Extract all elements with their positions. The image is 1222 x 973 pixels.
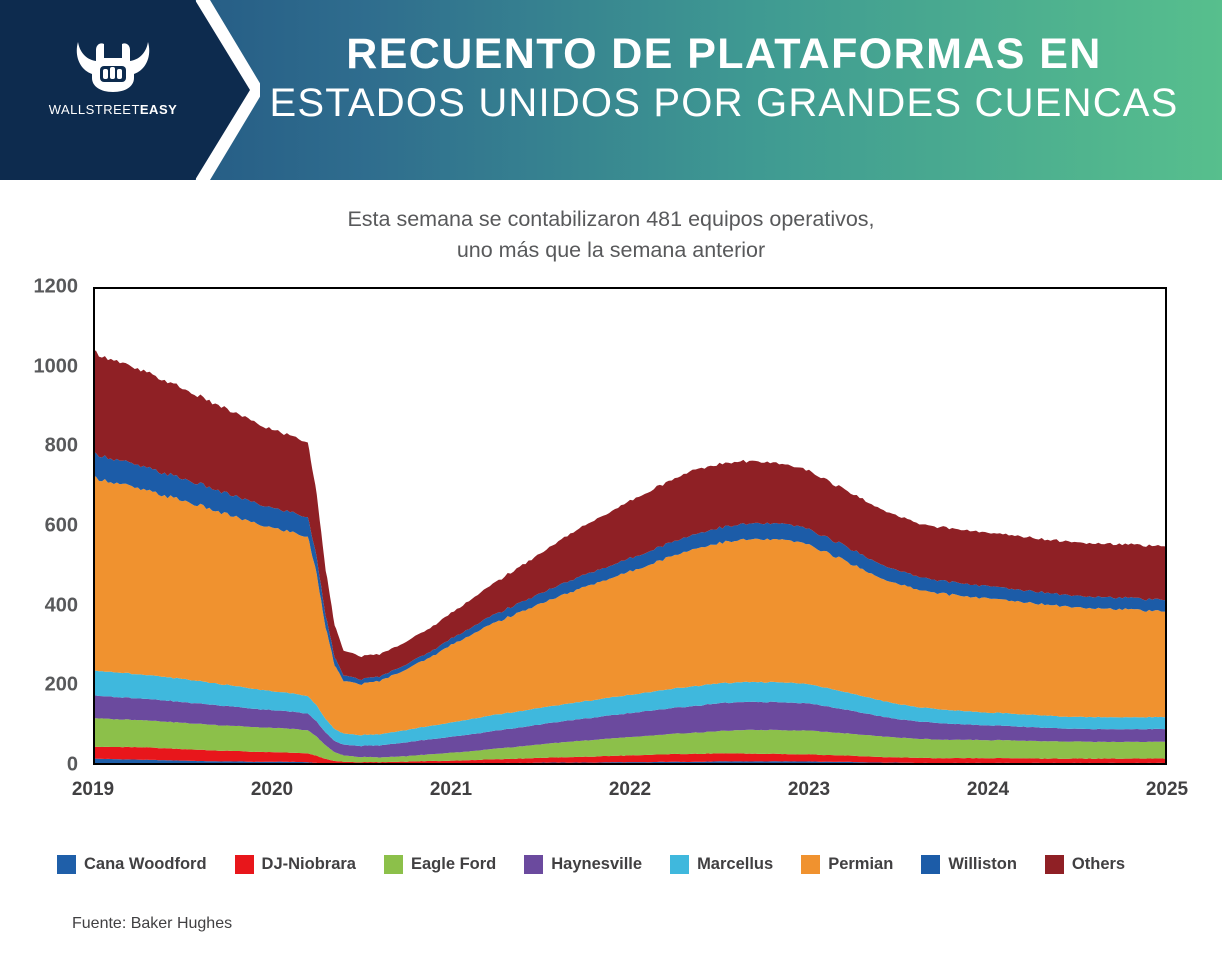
legend-swatch-icon — [524, 855, 543, 874]
legend-item[interactable] — [235, 855, 356, 874]
legend-swatch-icon — [235, 855, 254, 874]
plot-area — [93, 287, 1167, 765]
chart-container — [0, 275, 1222, 817]
y-tick-label: 600 — [44, 514, 78, 537]
legend-swatch-icon — [57, 855, 76, 874]
x-tick-label: 2021 — [429, 779, 473, 801]
legend-label: Haynesville — [551, 855, 643, 873]
legend-label: Cana Woodford — [84, 855, 207, 873]
legend-swatch-icon — [384, 855, 403, 874]
source-note: Fuente: Baker Hughes — [72, 915, 233, 932]
legend-item[interactable] — [384, 855, 496, 874]
legend-swatch-icon — [670, 855, 689, 874]
y-tick-label: 1200 — [33, 275, 78, 298]
y-tick-label: 0 — [66, 753, 78, 776]
y-tick-label: 400 — [44, 594, 78, 617]
y-tick-label: 800 — [44, 434, 78, 457]
legend-swatch-icon — [801, 855, 820, 874]
legend-swatch-icon — [921, 855, 940, 874]
brand-logo-text-light: WALLSTREET — [48, 102, 140, 117]
x-tick-label: 2023 — [787, 779, 831, 801]
x-tick-label: 2019 — [71, 779, 115, 801]
bull-fist-icon — [70, 36, 156, 96]
brand-logo-text-bold: EASY — [139, 102, 178, 117]
page-header — [0, 0, 1222, 180]
x-tick-label: 2025 — [1145, 779, 1189, 801]
x-tick-label: 2024 — [966, 779, 1010, 801]
page-title: RECUENTO DE PLATAFORMAS EN — [346, 30, 1102, 78]
legend-label: Others — [1071, 855, 1126, 873]
legend-label: Marcellus — [697, 855, 774, 873]
legend-label: DJ-Niobrara — [261, 855, 356, 873]
legend-swatch-icon — [1045, 855, 1064, 874]
stacked-area-chart — [93, 287, 1167, 765]
chart-subtitle-line2: uno más que la semana anterior — [456, 237, 766, 262]
legend-item[interactable] — [1045, 855, 1125, 874]
legend-item[interactable] — [801, 855, 893, 874]
brand-logo — [38, 36, 188, 117]
legend-item[interactable] — [670, 855, 773, 874]
legend-label: Permian — [828, 855, 894, 873]
page-subtitle-title: ESTADOS UNIDOS POR GRANDES CUENCAS — [269, 81, 1179, 126]
legend-item[interactable] — [57, 855, 207, 874]
x-tick-label: 2022 — [608, 779, 652, 801]
legend-label: Williston — [948, 855, 1017, 873]
legend-item[interactable] — [524, 855, 642, 874]
y-tick-label: 200 — [44, 673, 78, 696]
x-tick-label: 2020 — [250, 779, 294, 801]
legend-item[interactable] — [921, 855, 1017, 874]
legend-label: Eagle Ford — [410, 855, 497, 873]
brand-logo-text — [38, 102, 188, 117]
chart-subtitle — [0, 204, 1222, 265]
header-title-block — [250, 30, 1198, 127]
chart-legend — [57, 855, 1177, 874]
y-tick-label: 1000 — [33, 355, 78, 378]
chart-subtitle-line1: Esta semana se contabilizaron 481 equipos operativos, — [347, 207, 875, 231]
